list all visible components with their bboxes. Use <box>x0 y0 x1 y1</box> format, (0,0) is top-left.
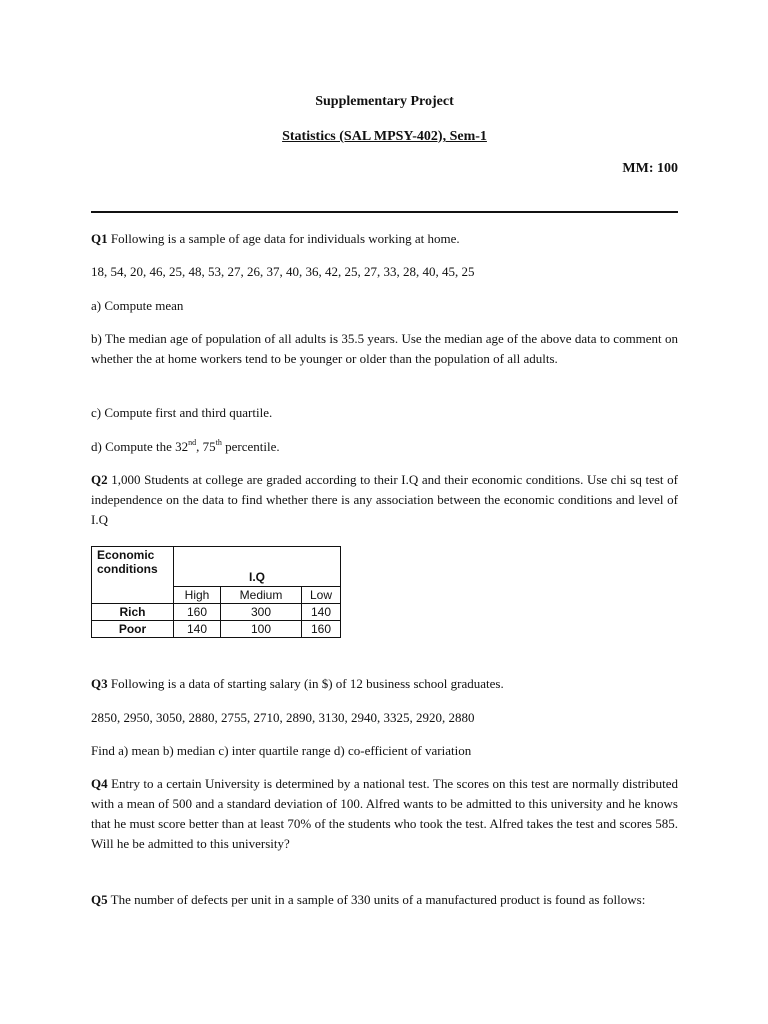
q3-task: Find a) mean b) median c) inter quartile range d) co-efficient of variation <box>91 743 472 758</box>
q1-label: Q1 <box>91 231 108 246</box>
header-divider <box>91 211 678 213</box>
table-cell: 160 <box>174 604 221 621</box>
q1-part-d <box>91 437 678 457</box>
q2-prompt <box>91 470 678 530</box>
max-marks: MM: 100 <box>622 161 678 176</box>
q2-text: 1,000 Students at college are graded according to their I.Q and their economic conditions. Use chi sq test of independence on the data to find whether there is any association between the economic conditions and level of I.Q <box>91 472 678 527</box>
table-col-header: Medium <box>221 587 302 604</box>
table-corner-header: Economic conditions <box>92 547 174 604</box>
iq-contingency-table <box>91 546 341 638</box>
q5-prompt <box>91 890 678 910</box>
course-subtitle: Statistics (SAL MPSY-402), Sem-1 <box>282 129 487 144</box>
q5-text: The number of defects per unit in a sample of 330 units of a manufactured product is found as follows: <box>107 892 646 907</box>
table-group-header: I.Q <box>174 547 341 587</box>
table-row-label: Rich <box>92 604 174 621</box>
q3-prompt <box>91 674 678 694</box>
q1-prompt <box>91 229 678 249</box>
q5-label: Q5 <box>91 892 108 907</box>
table-cell: 160 <box>302 621 341 638</box>
table-cell: 140 <box>302 604 341 621</box>
q2-label: Q2 <box>91 472 108 487</box>
q3-label: Q3 <box>91 676 108 691</box>
q4-label: Q4 <box>91 776 108 791</box>
q1-part-c: c) Compute first and third quartile. <box>91 405 273 420</box>
q1-part-d-text: d) Compute the 32 <box>91 439 189 454</box>
table-cell: 140 <box>174 621 221 638</box>
q1-part-d-mid: , 75 <box>196 439 216 454</box>
q4-prompt <box>91 774 678 854</box>
q1-part-d-sup-nd: nd <box>188 438 197 447</box>
q1-part-a: a) Compute mean <box>91 298 184 313</box>
q3-data: 2850, 2950, 3050, 2880, 2755, 2710, 2890, 3130, 2940, 3325, 2920, 2880 <box>91 710 475 725</box>
table-col-header: High <box>174 587 221 604</box>
q1-part-d-suffix: percentile. <box>221 439 280 454</box>
q4-text: Entry to a certain University is determined by a national test. The scores on this test are normally distributed with a mean of 500 and a standard deviation of 100. Alfred wants to be admitted to this university and he knows that he must score better than at least 70% of the students who took the test. Alfred takes the test and scores 585. Will he be admitted to this university? <box>91 776 678 851</box>
document-page <box>91 0 678 1024</box>
q1-text: Following is a sample of age data for individuals working at home. <box>107 231 460 246</box>
q1-part-d-sup-th: th <box>215 438 222 447</box>
table-cell: 100 <box>221 621 302 638</box>
q1-part-b: b) The median age of population of all adults is 35.5 years. Use the median age of the above data to comment on whether the at home workers tend to be younger or older than the population of all adults. <box>91 331 678 366</box>
document-title: Supplementary Project <box>315 94 454 109</box>
table-cell: 300 <box>221 604 302 621</box>
q1-data: 18, 54, 20, 46, 25, 48, 53, 27, 26, 37, 40, 36, 42, 25, 27, 33, 28, 40, 45, 25 <box>91 264 475 279</box>
table-row-label: Poor <box>92 621 174 638</box>
table-col-header: Low <box>302 587 341 604</box>
q3-text: Following is a data of starting salary (in $) of 12 business school graduates. <box>107 676 504 691</box>
